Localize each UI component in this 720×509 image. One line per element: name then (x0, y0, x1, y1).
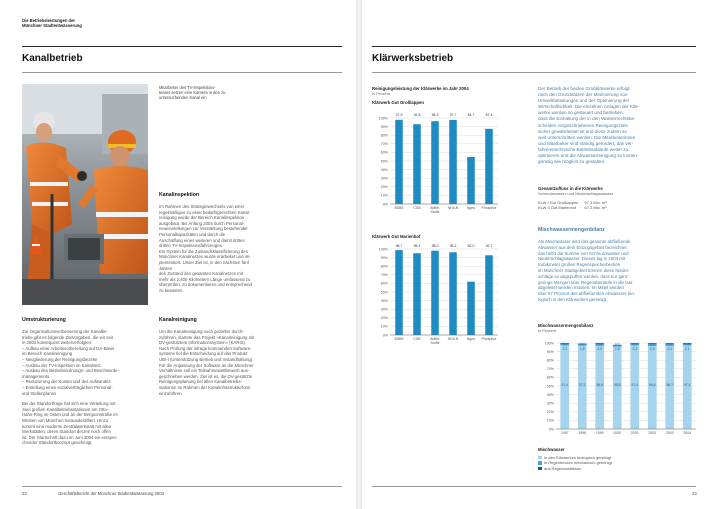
legend-item (538, 466, 698, 471)
text-line: managements (22, 373, 50, 379)
footer-rule (372, 486, 696, 487)
text-line: Hahn-Ring im Osten und an der Bergsonstraße im (22, 412, 118, 418)
chart-1-header (372, 86, 512, 105)
bar (449, 252, 457, 335)
stacked-bar-segment (613, 347, 622, 429)
text-line: Ein System für die Zustandsklassifizierung des (159, 248, 248, 254)
data-label: 96,3 (431, 113, 439, 117)
capacity-label: KLW II Gut Marienhof (538, 205, 577, 210)
data-label: 95,8 (614, 383, 621, 387)
chart-subtitle: in Prozent (538, 328, 557, 333)
legend-list (538, 455, 698, 471)
data-label: 97,7 (449, 113, 457, 117)
text-line: DV-gestütztem Informationssystem« (KARIS). (159, 340, 247, 346)
text-line: das heißt die Summe von Schmutzwasser und (538, 250, 629, 256)
text-line: nach den Grundsätzen der Minimierung von (538, 92, 628, 98)
capacity-value: 97,3 Mio. m³ (584, 200, 607, 205)
section-heading: Mischwassermengenbilanz (538, 227, 605, 233)
text-line: UBI-I (Unterstützung Betrieb und Instandhaltung). (159, 356, 254, 362)
text-line: werke werden so gesteuert und betrieben, (538, 110, 624, 116)
y-tick-label: 50% (380, 290, 388, 295)
x-tick-label: 2004 (683, 431, 692, 435)
data-label: 2,1 (684, 347, 690, 351)
x-tick-label: CSB (413, 337, 421, 341)
text-line: logisch in den Klärwerken gereinigt. (538, 296, 608, 302)
text-line: Der Betrieb der beiden Großklärwerke erfolgt (538, 86, 630, 91)
y-tick-label: 50% (380, 159, 388, 164)
data-label: 97,4 (561, 383, 568, 387)
chart-svg (372, 110, 502, 220)
text-line: zu bewerten. (159, 287, 184, 293)
y-tick-label: 60% (380, 281, 388, 286)
bar (395, 250, 403, 335)
text-line: schläge so abgepuffert werden, dass nur ganz (538, 273, 628, 279)
text-line: Münchner Kanalnetzes wurde erarbeitet und im- (159, 254, 251, 260)
chart-panel-label: Klärwerk Gut Marienhof (372, 234, 421, 239)
text-line: Personalkapazitäten und durch die (159, 231, 226, 237)
text-line: regelmäßigen zu einer bedarfsgerechten Kanal- (159, 209, 251, 215)
text-line: abgeleitet werden müssen. Im Mittel werden (538, 285, 624, 291)
text-line: fahrenstechnische Betriebsabläufe weiter zu (538, 146, 629, 152)
y-tick-label: 70% (546, 367, 554, 372)
data-label: 2,9 (649, 347, 655, 351)
chart-svg (372, 241, 502, 351)
data-label: 96,7 (666, 383, 673, 387)
bar (467, 157, 475, 204)
chart-subtitle: in Prozent (372, 91, 391, 96)
y-tick-label: 80% (380, 133, 388, 138)
stacked-bar-segment (665, 346, 674, 429)
data-label: 98,0 (431, 244, 439, 248)
text-line: zuführen, startete das Projekt »Kanalreinigung mit (159, 334, 255, 340)
data-label: 0,2 (579, 342, 585, 347)
page-number: 23 (692, 491, 697, 496)
stacked-bar-segment (648, 346, 657, 429)
bar (431, 251, 439, 335)
left-page (0, 0, 356, 509)
section-heading: Kanalinspektion (159, 192, 200, 198)
running-header (22, 18, 82, 28)
legend-label: in Regenbecken mechanisch gereinigt (544, 460, 612, 466)
y-tick-label: 30% (380, 176, 388, 181)
y-tick-label: 90% (380, 255, 388, 260)
text-line: einzuführen. (159, 390, 183, 396)
y-tick-label: 20% (546, 410, 554, 415)
y-tick-label: 100% (378, 247, 388, 252)
y-tick-label: 40% (546, 392, 554, 397)
y-tick-label: 30% (380, 307, 388, 312)
text-line: triebe gibt es folgende Zielvorgaben, die wir seit (22, 334, 114, 340)
y-tick-label: 100% (544, 341, 554, 346)
text-line: plementiert. Unser Ziel ist, in den nächsten fünf Jahren (159, 259, 249, 271)
umstrukturierung-section (22, 317, 140, 446)
y-tick-label: 80% (380, 264, 388, 269)
text-line: – Ausbau der TV-Inspektion im Kanalnetz (22, 362, 101, 368)
text-line: dass die Einhaltung der in den Wasserrechtsbe- (538, 116, 636, 122)
text-line: Zur Organisationsverbesserung der Kanalbe- (22, 329, 108, 334)
text-line: – Reduzierung der Kosten und des Aufwandes (22, 379, 111, 385)
text-line: und Stellenplanes (22, 390, 57, 396)
caption-line: untersuchenden Kanal ein (159, 95, 207, 101)
data-label: 92,8 (413, 113, 421, 117)
section-heading: Umstrukturierung (22, 317, 66, 323)
legend-label: in den Klärwerken biologisch gereinigt (544, 455, 612, 460)
section-body (22, 329, 140, 446)
data-label: 96,8 (596, 383, 603, 387)
table-row (538, 205, 613, 210)
text-line: Werkstätten, deren Standort derzeit noch offen (22, 429, 111, 435)
caption-line: teams setzen eine Kamera in den zu (159, 90, 226, 96)
footer-text: Geschäftsbericht der Münchner Stadtentwässerung 2004 (58, 491, 164, 496)
y-tick-label: 100% (378, 116, 388, 121)
stacked-bar-segment (595, 346, 604, 429)
caption-line: Mitarbeiter des TV-Inspektions- (159, 85, 216, 90)
text-line: Niederschlagswasser. Dieses lag in 2004 mit (538, 256, 626, 262)
x-tick-label: Abfiltr. (430, 337, 440, 341)
text-line: – Neugliederung der Reinigungsbezirke (22, 356, 98, 362)
data-label: 62,0 (467, 244, 475, 248)
data-label: 87,4 (485, 113, 493, 117)
text-line: Verhältnisse soll ein Teilnahmewettbewerb aus- (159, 368, 250, 374)
bar (485, 129, 493, 204)
section-heading: Kanalreinigung (159, 317, 197, 323)
capacity-heading: Gesamtzufluss in die Klärwerke (538, 186, 603, 191)
title-underline (22, 72, 342, 73)
bar (413, 253, 421, 335)
data-label: 97,4 (684, 383, 691, 387)
data-label: 96,6 (649, 383, 656, 387)
chart-marienhof (372, 241, 502, 351)
text-line: Umweltbelastungen und der Optimierung der (538, 98, 630, 104)
chart-mischwasser (538, 337, 698, 443)
text-line: chender Standortkonzept genehmigt. (22, 440, 93, 446)
y-tick-label: 0% (548, 427, 554, 432)
data-label: 2,9 (597, 347, 603, 351)
data-label: 0,5 (684, 342, 690, 347)
data-label: 98,7 (395, 244, 403, 248)
intro-text (538, 86, 698, 165)
x-tick-label: Nges (466, 206, 476, 210)
x-tick-label: Phosphor (481, 206, 497, 210)
x-tick-label: Stoffe (430, 341, 440, 345)
capacity-label: KLW I Gut Großlappen (538, 200, 579, 205)
bar (395, 120, 403, 204)
x-tick-label: 2000 (613, 431, 622, 435)
bar (449, 120, 457, 204)
capacity-table (538, 200, 613, 210)
x-tick-label: BSB5 (394, 206, 404, 210)
x-tick-label: Abfiltr. (430, 206, 440, 210)
y-tick-label: 0% (382, 333, 388, 338)
text-line: systeme fiel die Entscheidung auf das Produkt (159, 351, 248, 357)
y-tick-label: 20% (380, 185, 388, 190)
chart-2-header (372, 234, 512, 239)
legend-label: aus Regenauslässen (544, 465, 582, 471)
chart-panel-label: Klärwerk Gut Großlappen (372, 100, 425, 105)
text-line: neueinstellungen zur Verstärkung bestehender (159, 226, 248, 232)
y-tick-label: 40% (380, 167, 388, 172)
text-line: stationen im Rahmen der Kanalinfrastrukturform (159, 384, 251, 390)
text-line: weit unterschritten werden. Die Mitarbeiterinnen (538, 134, 636, 140)
data-label: 2,3 (562, 347, 568, 351)
y-tick-label: 10% (546, 418, 554, 423)
text-line: in 2003 konsequent weiterverfolgten: (22, 340, 93, 346)
legend-title: Mischwasser (538, 447, 565, 452)
kanalinspektion-section (159, 192, 259, 294)
page-title: Kanalbetrieb (22, 53, 83, 64)
title-rule (22, 46, 342, 47)
data-label: 54,7 (467, 113, 475, 117)
y-tick-label: 10% (380, 193, 388, 198)
y-tick-label: 60% (380, 150, 388, 155)
workers-photo (22, 84, 148, 305)
y-tick-label: 70% (380, 142, 388, 147)
legend-swatch (538, 467, 542, 470)
x-tick-label: NH4-N (447, 206, 459, 210)
text-line: geschrieben werden. Ziel ist es, die DV-gestützte (159, 373, 253, 379)
text-line: Im Rahmen des Strategiewechsels von einer (159, 204, 245, 209)
text-line: Abwasser aus dem Einzugsgebiet bezeichnet, (538, 244, 628, 250)
chart-svg (538, 337, 698, 443)
data-label: 97,2 (579, 383, 586, 387)
text-line: mehr als 2.400 Kilometern Länge umfassend zu (159, 276, 251, 282)
section-body (538, 239, 698, 303)
data-label: 0,8 (667, 342, 673, 347)
x-tick-label: 2003 (665, 431, 674, 435)
legend-swatch (538, 461, 542, 464)
chart-3-header (538, 323, 698, 333)
text-line: Nach Prüfung der infrage kommenden Software- (159, 345, 252, 351)
text-line: Um die Kanalreinigung noch gezielter durch- (159, 329, 244, 334)
text-line: günstig wie möglich zu gestalten. (538, 159, 606, 165)
title-rule (372, 46, 696, 47)
data-label: 0,3 (562, 342, 568, 347)
x-tick-label: 1997 (560, 431, 569, 435)
capacity-subheading: Schmutzwasser und Niederschlagswasser (538, 191, 614, 196)
capacity-value: 67,2 Mio. m³ (584, 205, 607, 210)
y-tick-label: 60% (546, 375, 554, 380)
text-line: dritten TV-Inspektionsfahrzeuges. (159, 243, 223, 249)
y-tick-label: 10% (380, 324, 388, 329)
x-tick-label: Phosphor (481, 337, 497, 341)
bar (413, 124, 421, 204)
title-underline (372, 72, 696, 73)
running-header-line: Münchner Stadtentwässerung (22, 23, 82, 28)
text-line: sicher gewährleistet ist und diese zudem so (538, 128, 627, 134)
data-label: 2,2 (632, 347, 638, 351)
text-line: – Aufbau einer Arbeitsvorbereitung auf DA-Basis (22, 345, 115, 351)
page-title: Klärwerksbetrieb (372, 53, 454, 64)
text-line: Für die Anpassung der Software an die Münchner (159, 362, 254, 368)
bar (467, 282, 475, 335)
x-tick-label: NH4-N (447, 337, 459, 341)
page-number: 22 (22, 491, 27, 496)
x-tick-label: 1998 (578, 431, 587, 435)
x-tick-label: BSB5 (394, 337, 404, 341)
data-label: 97,4 (631, 383, 638, 387)
data-label: 96,2 (449, 244, 457, 248)
data-label: 95,1 (413, 244, 421, 248)
data-label: 97,9 (395, 113, 403, 117)
text-line: Bei der Standortfrage hat sich eine Verteilung mit (22, 401, 116, 407)
kanalreinigung-section (159, 317, 277, 396)
text-line: im Münchner Stadtgebiet können diese Nieder- (538, 267, 630, 273)
text-line: reinigung wurde der Bereich Kanalinspektion (159, 215, 245, 221)
text-line: überprüfen, zu dokumentieren und entsprechend (159, 282, 252, 288)
text-line: kommt eine moderne Zentralwerkstatt mit allen (22, 423, 112, 429)
photo-caption (159, 85, 239, 101)
footer-rule (22, 486, 342, 487)
text-line: den Zustand des gesamten Kanalnetzes mit (159, 271, 243, 277)
chart-grosslappen (372, 110, 502, 220)
right-page (362, 0, 720, 509)
bar (485, 255, 493, 335)
bar (431, 121, 439, 204)
text-line: ist. Der Startschritt dazu im Juni 2004 ein entspre- (22, 434, 118, 440)
data-label: 92,7 (485, 244, 493, 248)
chart-legend (538, 447, 698, 471)
text-line: im Bereich Kanalreinigung (22, 351, 73, 357)
y-tick-label: 90% (380, 124, 388, 129)
y-tick-label: 20% (380, 316, 388, 321)
data-label: 0,3 (597, 342, 603, 347)
data-label: 0,5 (649, 342, 655, 347)
y-tick-label: 40% (380, 298, 388, 303)
text-line: ausgebaut. Bis Anfang 2004 durch Personal- (159, 220, 245, 226)
x-tick-label: Stoffe (430, 210, 440, 214)
y-tick-label: 30% (546, 401, 554, 406)
x-tick-label: CSB (413, 206, 421, 210)
x-tick-label: 1999 (595, 431, 604, 435)
section-body (159, 204, 259, 294)
text-line: Wirtschaftlichkeit. Die einzelnen Anlagen der Klär- (538, 104, 640, 110)
text-line: scheiden vorgeschriebenen Reinigungsziele (538, 122, 628, 128)
text-line: zwei großen Kanalbetriebsstationen am Otto- (22, 406, 109, 412)
text-line: über 97 Prozent des abfließenden Abwassers bio- (538, 291, 636, 297)
text-line: Westen von München herausdestilliert. Hinzu (22, 417, 109, 423)
data-label: 0,3 (614, 342, 620, 347)
mischwasser-section (538, 227, 698, 303)
data-label: 0,3 (632, 342, 638, 347)
text-line: Reinigungsplanung bei allen Kanalbetriebs- (159, 379, 242, 385)
running-header-line: Die Betriebsleistungen der (22, 18, 76, 23)
y-tick-label: 0% (382, 202, 388, 207)
x-tick-label: 2002 (648, 431, 657, 435)
y-tick-label: 70% (380, 273, 388, 278)
y-tick-label: 90% (546, 349, 554, 354)
text-line: – Erstellung eines sozialverträglichen Personal- (22, 384, 113, 390)
capacity-block (538, 186, 698, 210)
text-line: und Mitarbeiter sind ständig gefordert, das ver- (538, 140, 634, 146)
y-tick-label: 50% (546, 384, 554, 389)
section-body (159, 329, 277, 396)
text-line: Anschaffung eines weiteren und damit drittes (159, 237, 245, 243)
text-line: Kubikmeter großen Regenspeicherbecken (538, 262, 621, 268)
data-label: 1,8 (579, 347, 585, 351)
legend-swatch (538, 456, 542, 459)
y-tick-label: 80% (546, 358, 554, 363)
text-line: – Ausbau des Betriebsordnungs- und Beschwerde- (22, 368, 119, 374)
data-label: 2,2 (667, 347, 673, 351)
text-line: geringe Mengen über Regenüberläufe in die Isar (538, 279, 633, 285)
data-label: 1,8 (614, 347, 620, 351)
x-tick-label: Nges (466, 337, 476, 341)
x-tick-label: 2001 (630, 431, 639, 435)
text-line: optimieren und die Abwasserreinigung so kosten- (538, 153, 639, 159)
chart-title: Reinigungsleistung der Klärwerke im Jahr 2004 (372, 86, 469, 91)
chart-title: Mischwassermengenbilanz (538, 323, 594, 328)
text-line: Als Mischwasser wird das gesamte abfließende (538, 239, 631, 244)
